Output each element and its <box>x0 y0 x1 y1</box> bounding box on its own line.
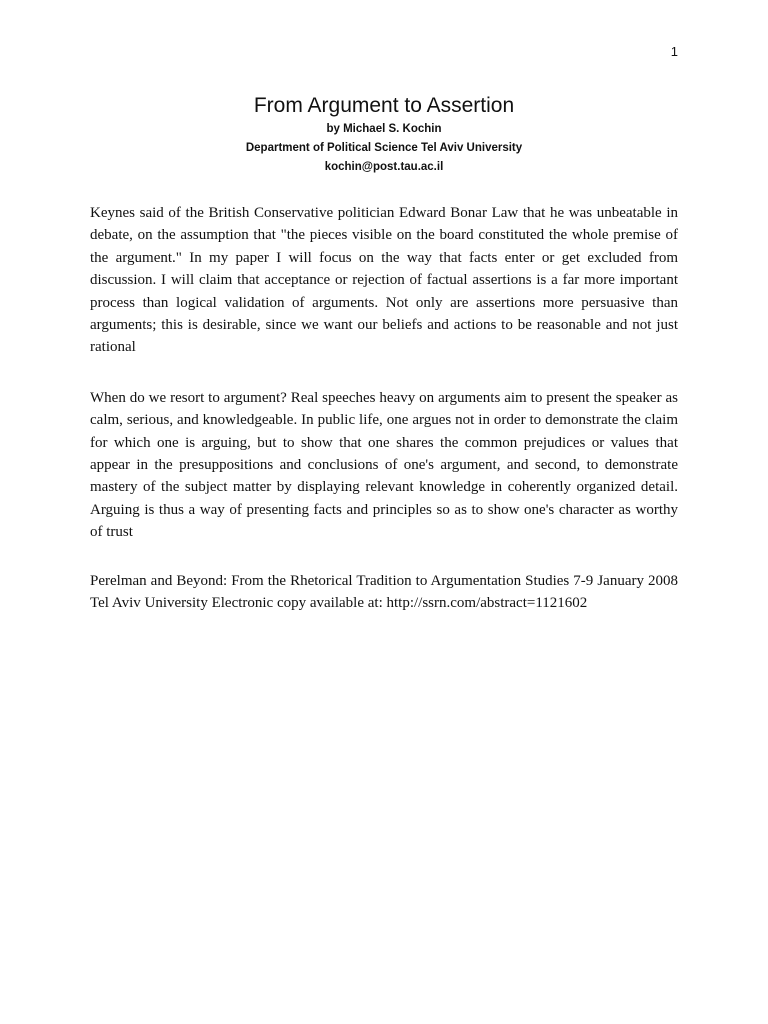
paragraph-intro: Keynes said of the British Conservative politician Edward Bonar Law that he was unbeatable in debate, on the assumption that "the pieces visible on the board constituted the whole premise of the argument." In my paper I will focus on the way that facts enter or get excluded from discussion. I will claim that acceptance or rejection of factual assertions is a far more important process than logical validation of arguments. Not only are assertions more persuasive than arguments; this is desirable, since we want our beliefs and actions to be reasonable and not just rational <box>90 205 678 356</box>
paragraph-citation: Perelman and Beyond: From the Rhetorical Tradition to Argumentation Studies 7-9 January 2008 Tel Aviv University Electronic copy available at: http://ssrn.com/abstract=1121602 <box>90 572 678 612</box>
author-affiliation: Department of Political Science Tel Aviv University <box>245 142 523 154</box>
author-email: kochin@post.tau.ac.il <box>324 161 444 173</box>
paragraph-argument: When do we resort to argument? Real speeches heavy on arguments aim to present the speaker as calm, serious, and knowledgeable. In public life, one argues not in order to demonstrate the claim for which one is arguing, but to show that one shares the common prejudices or values that appear in the presuppositions and conclusions of one's argument, and second, to demonstrate mastery of the subject matter by displaying relevant knowledge in coherently organized detail. Arguing is thus a way of presenting facts and principles so as to show one's character as worthy of trust <box>90 389 678 541</box>
page-number: 1 <box>670 44 678 59</box>
author-byline: by Michael S. Kochin <box>326 123 442 135</box>
paper-title: From Argument to Assertion <box>253 94 515 117</box>
paper-body <box>90 202 678 635</box>
paper-header <box>0 92 768 177</box>
